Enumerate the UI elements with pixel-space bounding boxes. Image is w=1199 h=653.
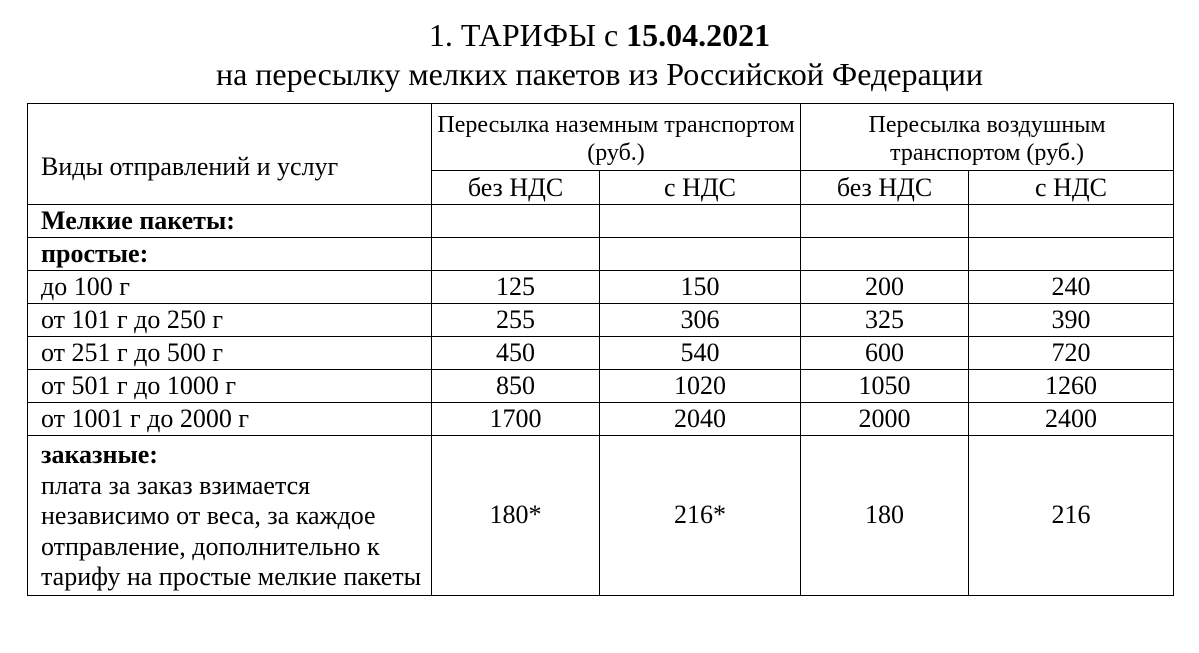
ground-with-vat-value: 306: [600, 304, 801, 337]
title-date: 15.04.2021: [626, 17, 771, 53]
ground-without-vat-value: 1700: [432, 403, 600, 436]
air-without-vat-value: 2000: [801, 403, 969, 436]
air-with-vat-value: 390: [969, 304, 1174, 337]
table-row: [28, 370, 1174, 403]
header-row-1: [28, 104, 1174, 171]
header-ground-without-vat: без НДС: [432, 171, 600, 205]
air-with-vat-value: 2400: [969, 403, 1174, 436]
tariff-table: [27, 103, 1174, 596]
air-with-vat-value: 240: [969, 271, 1174, 304]
air-without-vat-value: 600: [801, 337, 969, 370]
registered-ground-without-vat: 180*: [432, 436, 600, 596]
ground-with-vat-value: 150: [600, 271, 801, 304]
header-ground-with-vat: с НДС: [600, 171, 801, 205]
registered-heading: заказные:: [41, 440, 158, 469]
table-row: [28, 271, 1174, 304]
weight-label: от 251 г до 500 г: [28, 337, 432, 370]
section-small-packets: Мелкие пакеты:: [28, 205, 432, 238]
registered-air-without-vat: 180: [801, 436, 969, 596]
section-row-small-packets: [28, 205, 1174, 238]
table-row: [28, 337, 1174, 370]
registered-air-with-vat: 216: [969, 436, 1174, 596]
ground-with-vat-value: 1020: [600, 370, 801, 403]
header-air-without-vat: без НДС: [801, 171, 969, 205]
title-line-1: [0, 17, 1199, 53]
air-without-vat-value: 200: [801, 271, 969, 304]
ground-without-vat-value: 450: [432, 337, 600, 370]
ground-with-vat-value: 540: [600, 337, 801, 370]
empty-cell: [801, 205, 969, 238]
empty-cell: [969, 205, 1174, 238]
registered-ground-with-vat: 216*: [600, 436, 801, 596]
weight-label: от 101 г до 250 г: [28, 304, 432, 337]
empty-cell: [432, 238, 600, 271]
air-without-vat-value: 1050: [801, 370, 969, 403]
table-row: [28, 403, 1174, 436]
ground-with-vat-value: 2040: [600, 403, 801, 436]
ground-without-vat-value: 850: [432, 370, 600, 403]
empty-cell: [801, 238, 969, 271]
table-row: [28, 304, 1174, 337]
empty-cell: [600, 205, 801, 238]
header-ground-transport: Пересылка наземным транспортом (руб.): [432, 104, 801, 171]
weight-label: от 1001 г до 2000 г: [28, 403, 432, 436]
section-simple: простые:: [28, 238, 432, 271]
weight-label: от 501 г до 1000 г: [28, 370, 432, 403]
title-line-2: на пересылку мелких пакетов из Российской Федерации: [215, 56, 984, 92]
registered-row: [28, 436, 1174, 596]
registered-description: плата за заказ взимается независимо от веса, за каждое отправление, дополнительно к тарифу на простые мелкие пакеты: [41, 470, 422, 591]
air-with-vat-value: 720: [969, 337, 1174, 370]
air-with-vat-value: 1260: [969, 370, 1174, 403]
header-air-transport: Пересылка воздушным транспортом (руб.): [801, 104, 1174, 171]
empty-cell: [600, 238, 801, 271]
registered-description-cell: [28, 436, 432, 596]
empty-cell: [969, 238, 1174, 271]
header-air-with-vat: с НДС: [969, 171, 1174, 205]
air-without-vat-value: 325: [801, 304, 969, 337]
section-row-simple: [28, 238, 1174, 271]
weight-label: до 100 г: [28, 271, 432, 304]
empty-cell: [432, 205, 600, 238]
header-service-types: Виды отправлений и услуг: [28, 104, 432, 205]
ground-without-vat-value: 125: [432, 271, 600, 304]
title-prefix: 1. ТАРИФЫ с: [428, 17, 627, 53]
ground-without-vat-value: 255: [432, 304, 600, 337]
